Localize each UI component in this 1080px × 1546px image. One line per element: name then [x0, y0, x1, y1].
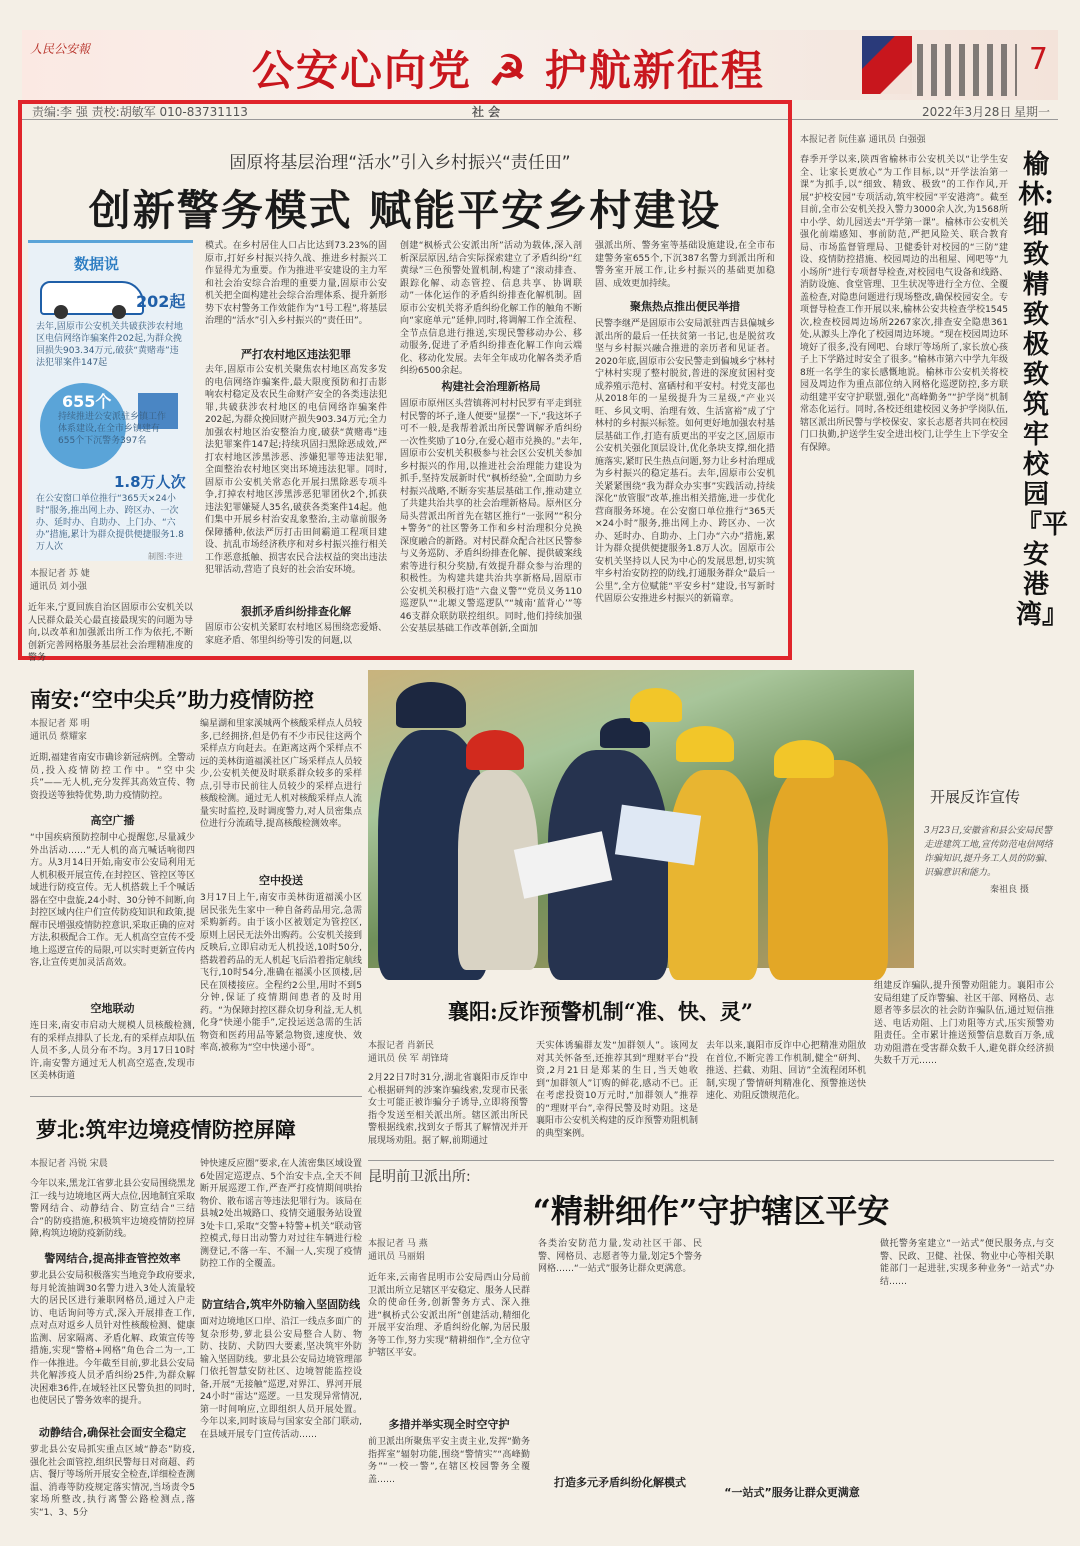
kunming-byline: 本报记者 马 燕 通讯员 马丽娟 [368, 1239, 428, 1262]
wheel-icon [112, 305, 126, 319]
section-heading: 高空广播 [90, 814, 135, 827]
feature-col2: 模式。在乡村居住人口占比达到73.23%的固原市,打好乡村振兴持久战、推进乡村振兴工作显得尤为重要。作为推进平安建设的主力军和社会治安综合治理的重要力量,固原市公安机关把全面构建社会综合治理体系、提升新形势下农村警务工作效能作为“1号工程”,将基层治理的“活水”引入乡村振兴的“责任田”。 [205, 241, 387, 326]
flag-icon [862, 36, 912, 94]
feature-lead: 近年来,宁夏回族自治区固原市公安机关以人民群众最关心最直接最现实的问题为导向,以改革和加强派出所工作为依托,不断创新完善网格服务基层社会治理精准度的警务 [28, 603, 193, 663]
luobei-text2: 萝北县公安局积极落实当地竞争政府要求,每月轮流抽调30名警力进入3处人流量较大的居民区进行兼职网格员,通过入户走访、电话询问等方式,深入开展排查工作,点对点对返乡人员针对性核酸检测、健康监测、居家隔离、矛盾化解、政策宣传等措施,实现“警格+网格”角色合二为一,工作一体推进。今年截至目前,萝北县公安局共化解涉疫人员矛盾纠纷25件,为群众解决困难36件,在域轻社区民警负担的同时,也使居民了警务效率的提升。 [30, 1271, 195, 1406]
yulin-text: 春季开学以来,陕西省榆林市公安机关以“让学生安全、让家长更放心”为工作目标,以“开学法治第一课”为抓手,以“细致、精致、极致”的工作作风,开展“护校安园”专项活动,筑牢校园“平安港湾”。截至目前,全市公安机关投入警力3000余人次,为1568所中小学、幼儿园送去“开学第一课”。榆林市公安机关强化前端感知、事前防范,严把风险关、联合教育局、市场监督管理局、卫健委针对校园的“三防”建设、疫情防控措施、校园周边的出租屋、网吧等“九小场所”进行专项督导检查,对校园电气设备和线路、消防设施、食堂管理、卫生状况等进行全方位、全覆盖检查,对隐患问题进行现场整改,确保校园安全。专项督导检查工作开展以来,榆林公安共检查学校1545次,检查校园周边场所2267家次,排查安全隐患361处,从源头上净化了校园周边环境。“现在校园周边环境好了很多,没有网吧、台球厅等场所了,家长放心孩子上下学路过时安全了很多。”榆林市第六中学九年级8班一名学生的家长感慨地说。榆林市公安机关将校园及周边作为重点部位纳入网格化巡逻防控,多方联动组建平安守护联盟,强化“高峰勤务”“护学岗”机制常态化运行。同时,各校还组建校园义务护学岗队伍,辖区派出所民警与学校保安、家长志愿者共同在校园门口执勤,护送学生安全进出校门,让学生上下学安全有保障。 [800, 155, 1008, 453]
stat-18k: 1.8万人次 [114, 473, 186, 491]
editor-info: 责编:李 强 责校:胡敏军 010-83731113 [32, 105, 248, 119]
luobei-text5: 面对边境地区口岸、沿江一线点多面广的复杂形势,萝北县公安局整合人防、物防、技防、犬防四大要素,坚决筑牢外防输入坚固防线。萝北县公安局边境管理部门依托智慧安防社区、边境智能监控设备,开展“无接触”巡逻,对界江、界河开展24小时“雷达”巡逻。一旦发现异常情况,第一时间响应,立即组织人员开展处置。今年以来,同时该局与国家安全部门联动,在县域开展专门宣传活动…… [200, 1317, 363, 1440]
luobei-text4: 钟快速反应圈”要求,在人流密集区域设置6处固定巡逻点、5个治安卡点,全天不间断开展巡逻工作,严查严打疫情期间哄抬物价、散布谣言等违法犯罪行为。该局在县城2处出城路口、疫情交通服务站设置3处卡口,采取“交警+特警+机关”联动管控模式,每日出动警力对过往车辆进行检测登记,不落一车、不漏一人,实现了疫情防控工作的全覆盖。 [200, 1159, 363, 1269]
feature-col2b: 去年,固原市公安机关聚焦农村地区高发多发的电信网络诈骗案件,最大限度预防和打击影响农村稳定及农民生命财产安全的各类违法犯罪,共破获涉农村地区的电信网络诈骗案件202起,为群众挽回财产损失903.34万元;全力加强农村地区治安整治力度,破获“黄赌毒”违法犯罪案件147起;持续巩固扫黑除恶成效,严打农村地区涉黑涉恶、涉嫌犯罪等违法犯罪,全面整治农村地区突出环境违法犯罪。同时,固原市公安机关常态化开展扫黑除恶专项斗争,打掉农村地区涉黑涉恶犯罪团伙2个,抓获违法犯罪嫌疑人35名,破获各类案件14起。他们集中开展乡村治安乱象整治,主动靠前服务保障播种,依法严厉打击田间霸道工程项目建设、抗乱市场经济秩序和对乡村振兴推行相关工作恶意抵触、损害农民合法权益的突出违法犯罪活动,营造了良好的社会治安环境。 [205, 365, 387, 575]
section-heading: 警网结合,提高排查管控效率 [44, 1252, 181, 1265]
masthead-title: 公安心向党 ☭ 护航新征程 [252, 46, 765, 95]
section-heading: 动静结合,确保社会面安全稳定 [38, 1426, 187, 1439]
nanan-text1: 近期,福建省南安市确诊新冠病例。全警动员,投入疫情防控工作中。“空中尖兵”——无人机,充分发挥其高效宣传、物资投送等独特优势,助力疫情防控。 [30, 753, 195, 801]
luobei-byline: 本报记者 冯锐 宋晨 [30, 1159, 108, 1169]
yellow-helmet-icon [676, 726, 734, 762]
xiangyang-text4: 组建反诈骗队,提升预警劝阻能力。襄阳市公安局组建了反诈警骗、社区干部、网格员、志愿者等多层次的社会防诈骗队伍,通过短信推送、电话劝阻、上门劝阻等方式,压实预警劝阻责任。全市累计推送预警信息数百万条,成功劝阻潜在受害群众数千人,避免群众经济损失数千万元…… [874, 981, 1055, 1066]
nanan-text4: 编星湖和里家溪城两个核酸采样点人员较多,已经拥挤,但是仍有不少市民往这两个采样点方向赶去。在距离这两个采样点不远的美林街道福溪社区广场采样点人员较少,公安机关便及时联系群众较多的采样点,引导市民前往人员较少的采样点进行核酸检测。通过无人机对核酸采样点人流量实时监控,及时调度警力,对人员密集点位进行分流疏导,提高核酸检测效率。 [200, 719, 363, 829]
nanan-byline: 本报记者 郑 明 通讯员 蔡耀家 [30, 719, 90, 742]
kunming-text3: 各类治安防范力量,发动社区干部、民警、网格员、志愿者等力量,划定5个警务网格……“一站式”服务让群众更满意。 [538, 1239, 702, 1274]
kunming-text2: 前卫派出所聚焦平安主责主业,发挥“勤务指挥室”辐射功能,围绕“警情实”“高峰勤务”“一校一警”,在辖区校园警务全覆盖…… [368, 1437, 530, 1485]
issue-weekday: 星期一 [1014, 105, 1051, 119]
page-number: 7 [1028, 42, 1048, 77]
feature-col4b: 民警李继严是固原市公安局派驻西吉县偏城乡派出所的最后一任扶贫第一书记,也是脱贫攻坚与乡村振兴融合推进的亲历者和见证者。2020年底,固原市公安民警走到偏城乡宁林村宁林村实现了整村脱贫,普进的深度贫困村变成养殖示范村、富硒村和平安村。村党支部也从2018年的一星级提升为三星级,“产业兴旺、乡风文明、治理有效、生活富裕”成了宁林村的乡村振兴标签。如何更好地加强农村基层基础工作,打造有质更出的平安之区,固原市公安机关强化顶层设计,优化条块支撑,细化措施落实,紧盯民生热点问题,努力让乡村治理成为乡村振兴的稳定基石。去年,固原市公安机关紧紧围绕“我为群众办实事”实践活动,持续深化“放管服”改革,推出相关措施,进一步优化营商服务环境。在公安窗口单位推行“365天×24小时”服务,推出网上办、跨区办、一次办、延时办、自助办、上门办“六办”措施,累计为群众提供便捷服务1.8万人次。固原市公安机关坚持以人民为中心的发展思想,切实筑牢乡村治安防控的防线,打通服务群众“最后一公里”,全方位赋能“平安乡村”建设,书写新时代固原公安推进乡村振兴的新篇章。 [595, 319, 776, 604]
police-cap-icon [600, 718, 650, 748]
masthead [22, 30, 1058, 100]
nanan-title: 南安:“空中尖兵”助力疫情防控 [30, 687, 314, 712]
divider [30, 1096, 362, 1097]
wheel-icon [54, 305, 68, 319]
data-sidebox [28, 240, 193, 561]
issue-date: 2022年3月28日 [922, 105, 1012, 119]
feature-col2c: 固原市公安机关紧盯农村地区易围绕恋爱婚、家庭矛盾、邻里纠纷等引发的问题,以 [205, 623, 387, 646]
yulin-byline: 本报记者 阮佳嘉 通讯员 白强强 [800, 135, 926, 145]
photo-caption: 3月23日,安徽省和县公安局民警走进建筑工地,宣传防范电信网络诈骗知识,提升务工人员的防骗、识骗意识和能力。 [924, 826, 1053, 878]
luobei-title: 萝北:筑牢边境疫情防控屏障 [36, 1117, 296, 1142]
xiangyang-text3: 去年以来,襄阳市反诈中心把精准劝阻放在首位,不断完善工作机制,健全“研判、推送、拦截、劝阻、回访”全流程闭环机制,实现了警情研判精准化、预警推送快速化、劝阻反馈规范化。 [706, 1041, 866, 1101]
feature-byline: 本报记者 苏 婕 通讯员 刘小强 [30, 569, 90, 592]
stat-655-text: 持续推进公安派驻乡镇工作体系建设,在全市乡镇建有655个下沉警务397名 [58, 412, 167, 446]
stat-655: 655个 [62, 392, 112, 411]
kunming-text4: 做托警务室建立“一站式”便民服务点,与交警、民政、卫健、社保、物业中心等相关职能部门一起进驻,实现多种业务“一站式”办结…… [880, 1239, 1054, 1287]
police-cap-icon [396, 682, 466, 728]
section-heading: 防宣结合,筑牢外防输入坚固防线 [201, 1298, 361, 1311]
section-heading: 空地联动 [90, 1002, 135, 1015]
section-heading: 狠抓矛盾纠纷排查化解 [241, 605, 351, 618]
newspaper-logo: 人民公安報 [30, 42, 91, 56]
section-heading: 打造多元矛盾纠纷化解模式 [554, 1476, 686, 1489]
nanan-text2: “中国疾病预防控制中心提醒您,尽量减少外出活动……”无人机的高亢喊话响彻四方。从3月14日开始,南安市公安局利用无人机积极开展宣传,在封控区、管控区等区域进行防疫宣传。无人机搭载上千个喊话器在空中盘旋,24小时、30分钟不间断,向封控区域内住户们宣传防疫知识和政策,提醒市民增强疫情防控意识,采取正确的应对方法,积极配合工作。无人机高空宣传不受地上巡逻宣传的局限,可以实时更新宣传内容,让宣传更加灵活高效。 [30, 833, 195, 968]
feature-col3b: 固原市原州区头营镇蒋河村村民罗有平走到驻村民警的坏子,逢人便要“显摆”一下,“我这坏子可不一般,是我帮着派出所民警调解矛盾纠纷一次性奖励了10分,在爱心超市兑换的。”去年,固原市公安机关积极参与社会区公安机关参加乡村振兴的作用,以推进社会治理能力建设为抓手,坚持发展新时代“枫桥经验”,全面助力乡村振兴战略,不断夯实基层基础工作,推动建立了共建共治共享的社会治理新格局。原州区分局头营派出所首先在辖区推行“一张网”“积分+警务”的社区警务工作和乡村治理积分兑换深度融合的新路。对村民群众配合社区民警参与义务巡防、矛盾纠纷排查化解、提供破案线索等进行积分奖励,有效提升群众参与治理的积极性。为构建共建共治共享新格局,固原市公安机关积极打造“六盘义警”“党员义务110巡逻队”“北塬义警巡逻队”“城南‘蓝背心’”等46支群众联防联控组织。同时,他们持续加强公安基层基础工作改革创新,全面加 [400, 399, 582, 634]
section-heading: “一站式”服务让群众更满意 [724, 1486, 860, 1499]
section-label: 社 会 [472, 105, 501, 119]
stat-202: 202起 [136, 292, 186, 311]
section-heading: 构建社会治理新格局 [441, 380, 541, 393]
feature-subtitle: 固原将基层治理“活水”引入乡村振兴“责任田” [229, 153, 571, 173]
section-heading: 严打农村地区违法犯罪 [241, 348, 351, 361]
xiangyang-text2: 天实体诱骗群友发“加群领人”。该网友对其关怀备至,还推荐其到“理财平台”投资,2月21日是郑某的生日,当天她收到“加群领人”订购的鲜花,感动不已。正在考虑投资10万元时,“加群领人”推荐的“理财平台”,幸得民警及时劝阻。这是襄阳市公安机关构建的反诈预警劝阻机制的典型案例。 [536, 1041, 699, 1139]
yellow-helmet-icon [630, 688, 682, 722]
feature-title: 创新警务模式 赋能平安乡村建设 [88, 186, 722, 235]
nanan-text5: 3月17日上午,南安市美林街道福溪小区居民张先生家中一种自备药品用完,急需采购新药。由于该小区被划定为管控区,原则上居民无法外出购药。公安机关接到反映后,立即启动无人机投送,10时50分,搭载着药品的无人机起飞后沿着指定航线飞行,10时54分,准确在福溪小区顶楼,居民在顶楼接应。全程约2公里,用时不到5分钟,保证了疫情期间患者的及时用药。“为保障封控区群众切身利益,无人机化身“快递小能手”,定投运送急需的生活物资和医药用品等紧急物资,速度快、效率高,被称为“空中快递小哥”。 [200, 893, 363, 1053]
yulin-title: 榆林:细致精致极致 筑牢校园『平安港湾』 [1016, 150, 1069, 630]
luobei-text3: 萝北县公安局抓实重点区域“静态”防疫,强化社会面管控,组织民警每日对商超、药店、餐厅等场所开展安全检查,详细检查测温、消毒等防疫规定落实情况,当场责令5家场所整改,执行离警公路检测点,落实“1、3、5分 [30, 1445, 195, 1518]
nanan-text3: 连日来,南安市启动大规模人员核酸检测,有的采样点排队了长龙,有的采样点却队伍人员不多,人员分布不均。3月17日10时许,南安警方通过无人机高空巡查,发现市区美林街道 [30, 1021, 195, 1081]
kunming-text1: 近年来,云南省昆明市公安局西山分局前卫派出所立足辖区平安稳定、服务人民群众的使命任务,创新警务方式、深入推进“枫桥式公安派出所”创建活动,精细化开展平安治理、矛盾纠纷化解,为居民服务等工作,努力实现“精耕细作”,全方位守护辖区平安。 [368, 1273, 531, 1358]
section-heading: 聚焦热点推出便民举措 [630, 300, 740, 313]
graphic-credit: 制图:李进 [148, 552, 183, 561]
feature-col4: 强派出所、警务室等基础设施建设,在全市布建警务室655个,下沉387名警力到派出所和警务室开展工作,让乡村振兴的基础更加稳固、成效更加持续。 [595, 241, 775, 289]
stat-18k-text: 在公安窗口单位推行“365天×24小时”服务,推出网上办、跨区办、一次办、延时办、自助办、上门办、“六办”措施,累计为群众提供便捷服务1.8万人次 [36, 494, 184, 552]
kunming-title: “精耕细作”守护辖区平安 [532, 1192, 890, 1230]
police-car-icon [40, 281, 144, 315]
photo-caption-title: 开展反诈宣传 [930, 788, 1021, 806]
luobei-text1: 今年以来,黑龙江省萝北县公安局围绕黑龙江一线与边境地区两大点位,因地制宜采取警网结合、动静结合、防宣结合“三结合”的防疫措施,积极筑牢边境疫情防控屏障,构筑边境防疫新防线。 [30, 1179, 195, 1239]
feature-col3: 创建“枫桥式公安派出所”活动为载体,深入剖析深层原因,结合实际探索建立了矛盾纠纷“红黄绿”三色预警处置机制,构建了“滚动排查、跟踪化解、动态管控、信息共享、协调联动”一体化运作的矛盾纠纷排查化解机制。固原市公安机关将矛盾纠纷化解工作的触角不断向“家庭单元”延伸,同时,将调解工作全流程、全节点信息进行推送,实现民警移动办公、移动服务,促进了矛盾纠纷排查化解工作向云端化、移动化发展。去年全年成功化解各类矛盾纠纷6500余起。 [400, 241, 582, 376]
sidebox-heading: 数据说 [74, 255, 120, 273]
worker-vest-figure [768, 760, 888, 980]
xiangyang-title: 襄阳:反诈预警机制“准、快、灵” [448, 999, 753, 1024]
kunming-kicker: 昆明前卫派出所: [368, 1169, 471, 1185]
section-heading: 多措并举实现全时空守护 [388, 1418, 510, 1431]
red-helmet-icon [466, 730, 524, 770]
worker-vest-figure [668, 770, 758, 980]
yellow-helmet-icon [774, 740, 834, 778]
xiangyang-text1: 2月22日7时31分,湖北省襄阳市反诈中心根据研判的涉案诈骗线索,发现市民张女士可能正被诈骗分子诱导,立即将预警指令发送至相关派出所。辖区派出所民警根据线索,找到女子帮其了解情况并开展现场劝阻。据了解,前期通过 [368, 1073, 528, 1146]
stat-202-text: 去年,固原市公安机关共破获涉农村地区电信网络诈骗案件202起,为群众挽回损失903.34万元,破获“黄赌毒”违法犯罪案件147起 [36, 322, 183, 368]
news-photo [368, 670, 914, 968]
photographer: 秦祖良 摄 [990, 885, 1029, 895]
police-silhouette-icon [917, 44, 1017, 96]
section-heading: 空中投送 [259, 874, 303, 887]
divider [368, 1160, 1054, 1161]
xiangyang-byline: 本报记者 肖新民 通讯员 侯 军 胡锋琦 [368, 1041, 449, 1064]
